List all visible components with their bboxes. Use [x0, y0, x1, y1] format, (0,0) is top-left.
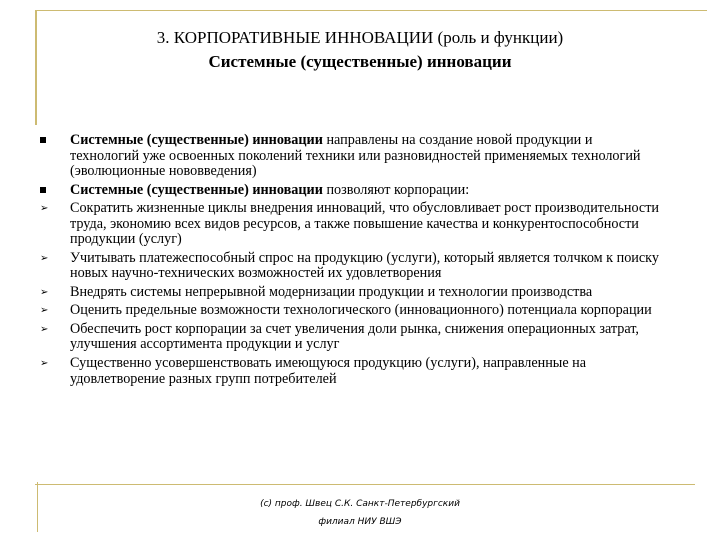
footer-line1: (с) проф. Швец С.К. Санкт-Петербургский — [260, 499, 460, 509]
frame-left-line — [35, 10, 37, 125]
arrow-bullet-icon: ➢ — [40, 305, 49, 317]
list-item — [40, 285, 665, 301]
list-item — [40, 322, 665, 353]
item-bold: Системные (существенные) инновации — [70, 132, 323, 148]
square-bullet-icon — [40, 133, 54, 149]
slide-subtitle: Системные (существенные) инновации — [208, 52, 512, 71]
slide-title — [40, 26, 680, 74]
item-text: Учитывать платежеспособный спрос на продукцию (услуги), который является толчком к поиску новых научно-технических возможностей их удовлетворения — [70, 249, 659, 282]
footer-line2: филиал НИУ ВШЭ — [318, 517, 402, 527]
square-bullet-icon — [40, 183, 54, 199]
item-text: Внедрять системы непрерывной модернизации продукции и технологии производства — [70, 283, 593, 300]
list-item — [40, 303, 665, 319]
footer-credit — [230, 495, 490, 531]
item-text: Оценить предельные возможности технологического (инновационного) потенциала корпорации — [70, 302, 652, 319]
item-text: Обеспечить рост корпорации за счет увеличения доли рынка, снижения операционных затрат, улучшения ассортимента продукции и услуг — [70, 320, 639, 353]
arrow-bullet-icon: ➢ — [40, 357, 49, 369]
item-text: позволяют корпорации: — [322, 181, 470, 198]
item-text: Сократить жизненные циклы внедрения инноваций, что обусловливает рост производительности труда, экономию всех видов ресурсов, а также повышение качества и конкурентоспособности продукции (услуг) — [70, 200, 659, 248]
arrow-bullet-icon: ➢ — [40, 252, 49, 264]
frame-bottom-line — [35, 484, 695, 485]
item-text: Существенно усовершенствовать имеющуюся продукцию (услуги), направленные на удовлетворение разных групп потребителей — [70, 354, 587, 387]
list-item — [40, 133, 665, 180]
arrow-bullet-icon: ➢ — [40, 323, 49, 335]
list-item — [40, 201, 665, 248]
slide-title-line1: 3. КОРПОРАТИВНЫЕ ИННОВАЦИИ (роль и функции) — [156, 28, 564, 47]
frame-top-line — [37, 10, 707, 11]
arrow-bullet-icon: ➢ — [40, 286, 49, 298]
arrow-bullet-icon: ➢ — [40, 203, 49, 215]
item-text: направлены на создание новой продукции и технологий уже освоенных поколений техники или разновидностей применяемых технологий (эволюционные нововведения) — [70, 132, 641, 180]
list-item — [40, 356, 665, 387]
bullet-list — [40, 133, 665, 390]
list-item — [40, 183, 665, 199]
item-bold: Системные (существенные) инновации — [70, 181, 323, 198]
frame-bottom-left-line — [37, 482, 38, 532]
list-item — [40, 251, 665, 282]
